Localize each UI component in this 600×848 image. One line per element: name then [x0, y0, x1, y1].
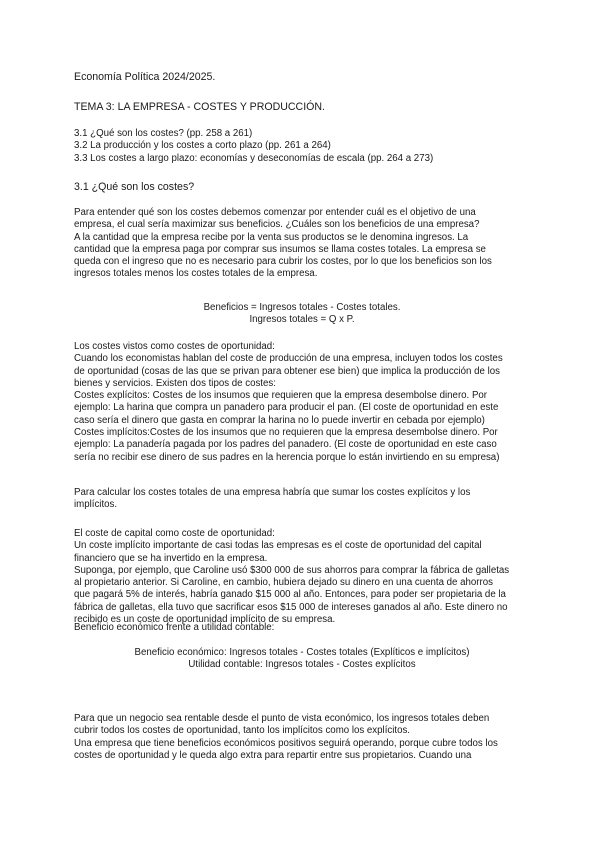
topic-title: TEMA 3: LA EMPRESA - COSTES Y PRODUCCIÓN. [74, 101, 325, 113]
intro-paragraph: Para entender qué son los costes debemos comenzar por entender cuál es el objetivo de una empresa, el cual sería maximizar sus beneficios. ¿Cuáles son los beneficios de una empresa? A la cantidad que la empresa recibe por la venta sus productos se le denomina ingresos. La cantidad que la empresa paga por comprar sus insumos se llama costes totales. La empresa se queda con el ingreso que no es necesario para cubrir los costes, por lo que los beneficios son los ingresos totales menos los costes totales de la empresa. [74, 207, 492, 280]
course-title: Economía Política 2024/2025. [74, 71, 216, 83]
toc-item: 3.1 ¿Qué son los costes? (pp. 258 a 261) [74, 128, 253, 139]
benefit-heading: Beneficio económico frente a utilidad contable: [74, 622, 275, 633]
table-of-contents [74, 128, 530, 165]
opportunity-costs-block: Los costes vistos como costes de oportunidad: Cuando los economistas hablan del coste de producción de una empresa, incluyen todos los costes de oportunidad (cosas de las que se privan para obtener ese bien) que implica la producción de los bienes y servicios. Existen dos tipos de costes: Costes explícitos: Costes de los insumos que requieren que la empresa desembolse dinero. Por ejemplo: La harina que compra un panadero para producir el pan. (El coste de oportunidad en este caso sería el dinero que gasta en comprar la harina no lo puede invertir en cebada por ejemplo) Costes implícitos:Costes de los insumos que no requieren que la empresa desembolse dinero. Por ejemplo: La panadería pagada por los padres del panadero. (El coste de oportunidad en este caso sería no recibir ese dinero de sus padres en la herencia porque lo están invirtiendo en su empresa) [74, 341, 503, 463]
total-costs-paragraph: Para calcular los costes totales de una empresa habría que sumar los costes explícitos y los implícitos. [74, 487, 471, 511]
formula-economic-benefit: Beneficio económico: Ingresos totales - Costes totales (Explíticos e implícitos) Utilidad contable: Ingresos totales - Costes explícitos [134, 647, 470, 671]
final-paragraph: Para que un negocio sea rentable desde el punto de vista económico, los ingresos totales deben cubrir todos los costes de oportunidad, tanto los implícitos como los explícitos. Una empresa que tiene beneficios económicos positivos seguirá operando, porque cubre todos los costes de oportunidad y le queda algo extra para repartir entre sus propietarios. Cuando una [74, 713, 498, 761]
formula-benefits: Beneficios = Ingresos totales - Costes totales. Ingresos totales = Q x P. [203, 302, 401, 326]
toc-item: 3.2 La producción y los costes a corto plazo (pp. 261 a 264) [74, 140, 331, 152]
toc-item: 3.3 Los costes a largo plazo: economías y deseconomías de escala (pp. 264 a 273) [74, 152, 434, 164]
section-heading: 3.1 ¿Qué son los costes? [74, 181, 195, 193]
capital-cost-block: El coste de capital como coste de oportunidad: Un coste implícito importante de casi todas las empresas es el coste de oportunidad del capital financiero que se ha invertido en la empresa. Suponga, por ejemplo, que Caroline usó $300 000 de sus ahorros para comprar la fábrica de galletas al propietario anterior. Si Caroline, en cambio, hubiera dejado su dinero en una cuenta de ahorros que pagará 5% de interés, habría ganado $15 000 al año. Entonces, para poder ser propietaria de la fábrica de galletas, ella tuvo que sacrificar esos $15 000 de intereses ganados al año. Este dinero no recibido es un coste de oportunidad implícito de su empresa. [74, 528, 510, 626]
